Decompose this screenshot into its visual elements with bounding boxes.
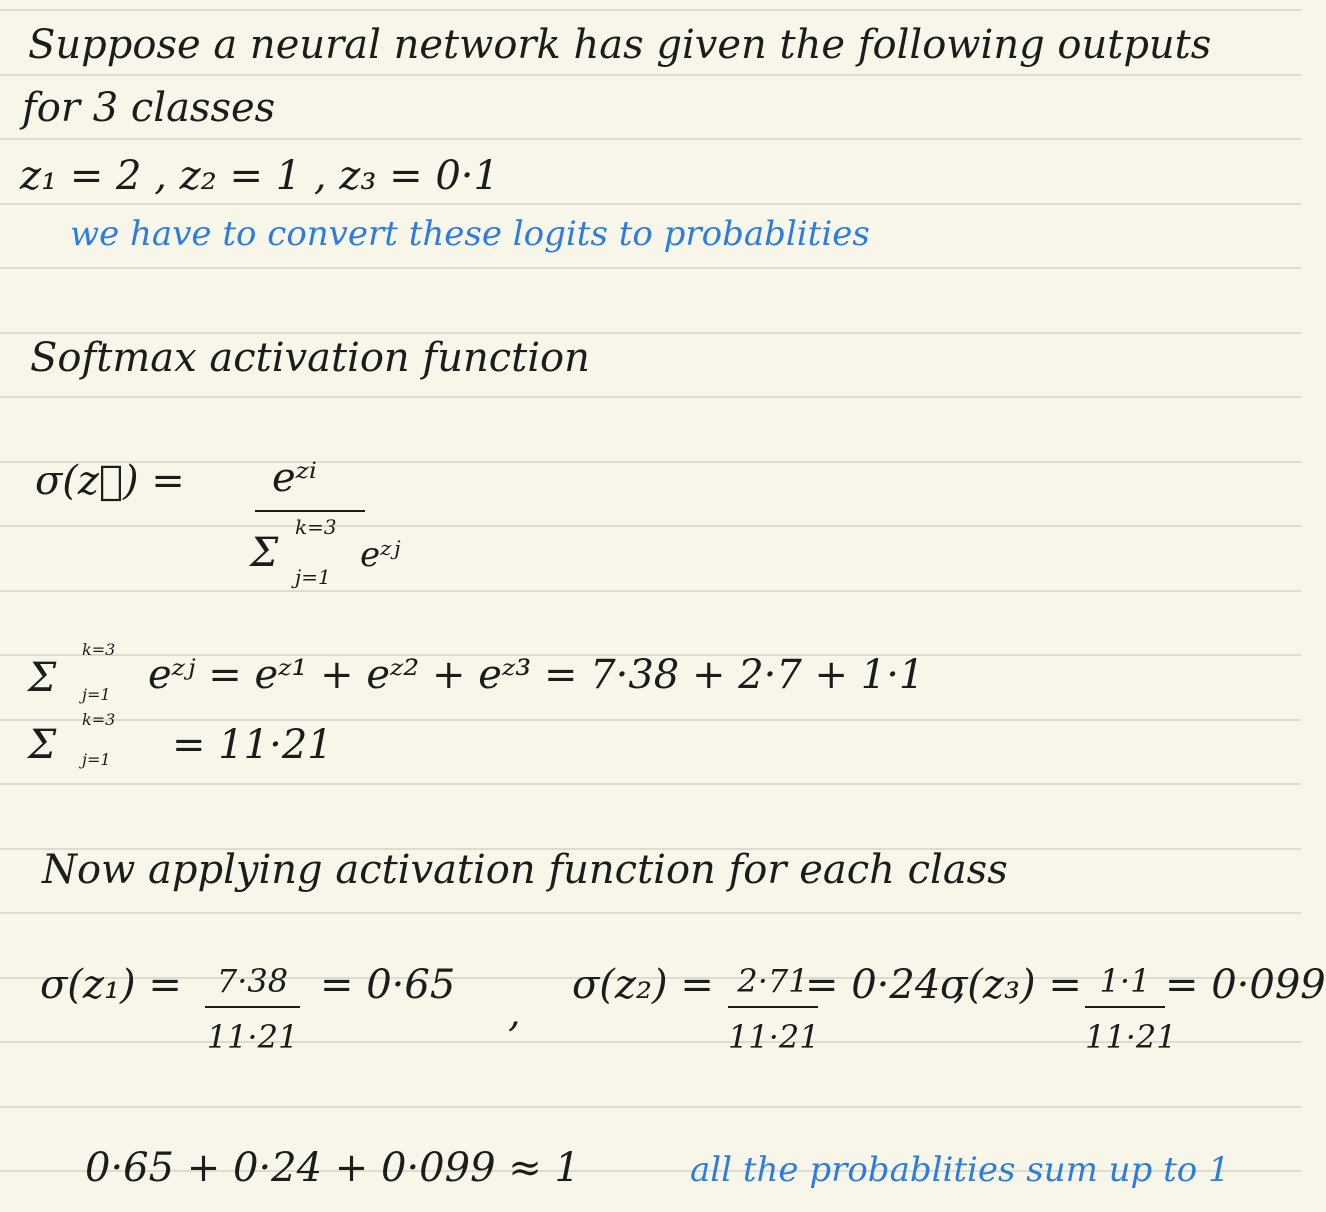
logits-line: z₁ = 2 , z₂ = 1 , z₃ = 0·1 (20, 153, 499, 199)
sigma-z1-lhs: σ(z₁) = (40, 962, 182, 1008)
softmax-den-sigma: Σ (250, 530, 279, 576)
heading-applying: Now applying activation function for each class (42, 847, 1008, 893)
sigma-z1-fraction (205, 962, 300, 1056)
sigma-z3-bar (1085, 1006, 1165, 1008)
sigma-z2-result: = 0·24 , (805, 962, 966, 1008)
sigma-z2-lhs: σ(z₂) = (572, 962, 714, 1008)
sigma-z1-result: = 0·65 (320, 962, 456, 1008)
sum-sigma-2: Σ (28, 722, 57, 768)
softmax-den-lower: j=1 (295, 565, 331, 589)
sum-sigma: Σ (28, 655, 57, 701)
sum-upper-2: k=3 (82, 710, 116, 729)
separator-comma: , (508, 990, 521, 1036)
softmax-numerator: eᶻⁱ (272, 455, 317, 501)
sum-lower-2: j=1 (82, 750, 111, 769)
sum-line-1: eᶻʲ = eᶻ¹ + eᶻ² + eᶻ³ = 7·38 + 2·7 + 1·1 (148, 652, 925, 698)
sigma-z3-lhs: σ(z₃) = (940, 962, 1082, 1008)
intro-line-1: Suppose a neural network has given the following outputs (28, 22, 1212, 68)
sigma-z1-denominator: 11·21 (206, 1018, 299, 1056)
heading-softmax: Softmax activation function (30, 335, 590, 381)
blue-note-sum: all the probablities sum up to 1 (690, 1150, 1230, 1190)
softmax-fraction-bar (255, 510, 365, 512)
blue-note-convert: we have to convert these logits to probablities (70, 214, 870, 254)
sigma-z3-denominator: 11·21 (1085, 1018, 1177, 1056)
sigma-z3-fraction (1085, 962, 1177, 1056)
final-sum: 0·65 + 0·24 + 0·099 ≈ 1 (85, 1145, 580, 1191)
sum-line-2: = 11·21 (172, 722, 333, 768)
softmax-lhs: σ(z⃗) = (35, 458, 185, 504)
softmax-den-upper: k=3 (295, 515, 337, 539)
sigma-z3-numerator: 1·1 (1099, 962, 1151, 1000)
sigma-z2-denominator: 11·21 (728, 1018, 820, 1056)
sum-upper: k=3 (82, 640, 116, 659)
intro-line-2: for 3 classes (22, 85, 276, 131)
sigma-z1-numerator: 7·38 (216, 962, 289, 1000)
sigma-z3-result: = 0·099 (1165, 962, 1326, 1008)
sigma-z2-numerator: 2·71 (737, 962, 809, 1000)
sigma-z1-bar (205, 1006, 300, 1008)
softmax-den-term: eᶻʲ (360, 535, 401, 575)
sum-lower: j=1 (82, 685, 111, 704)
